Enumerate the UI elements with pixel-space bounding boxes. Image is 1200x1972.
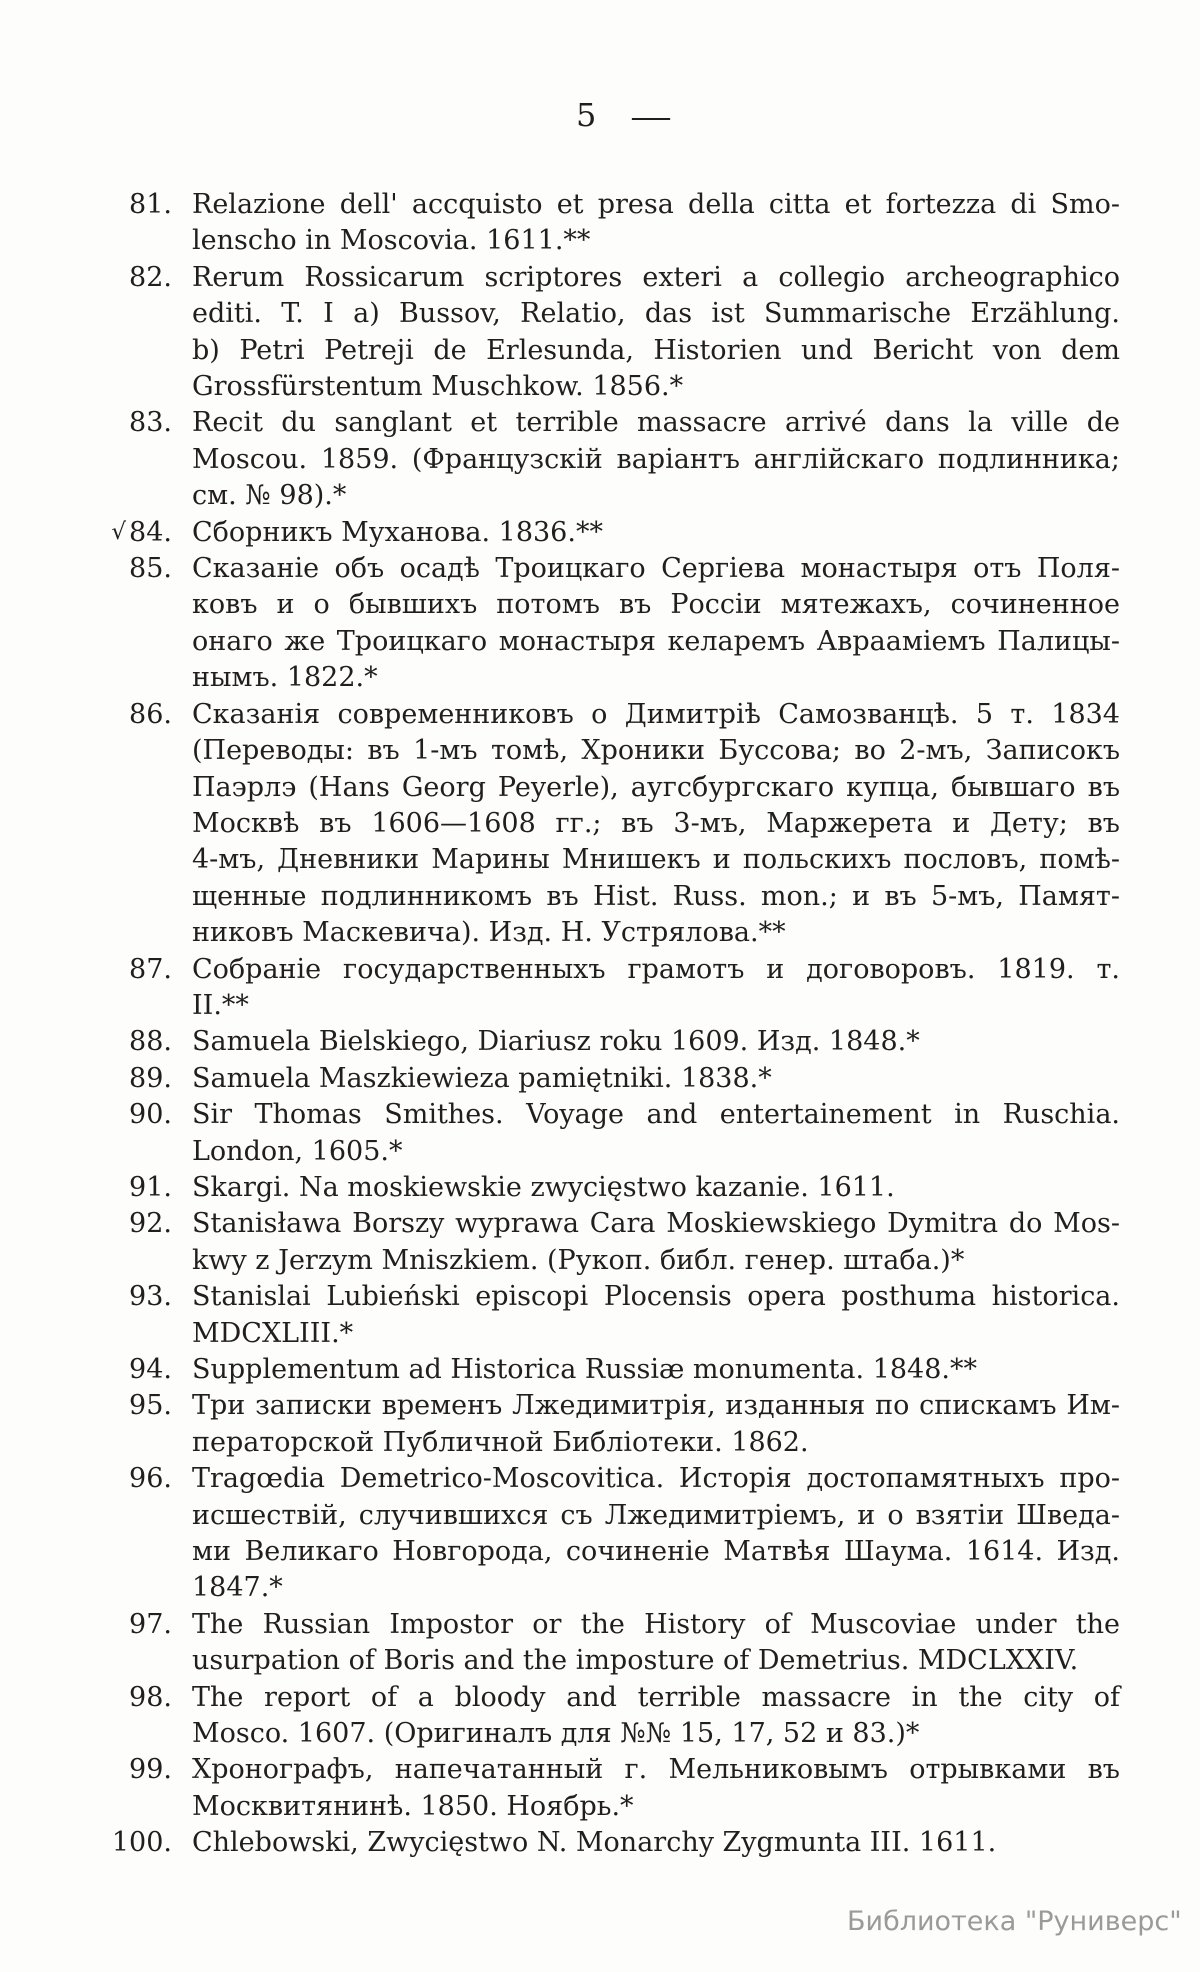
entry-line: b) Petri Petreji de Erlesunda, Historien und Bericht von dem	[192, 334, 1120, 366]
entry-number: 87.	[129, 953, 172, 985]
entry-number: 86.	[129, 698, 172, 730]
bibliography-entry	[0, 697, 1200, 952]
entry-line: II.**	[192, 989, 249, 1021]
bibliography-entry	[0, 1206, 1200, 1279]
entry-line: 4-мъ, Дневники Марины Мнишекъ и польскихъ пословъ, помѣ-	[192, 844, 1120, 876]
entry-line: Skargi. Na moskiewskie zwycięstwo kazanie. 1611.	[192, 1171, 895, 1203]
entry-number: 88.	[129, 1026, 172, 1058]
entry-number: 83.	[129, 407, 172, 439]
bibliography-entry	[0, 187, 1200, 260]
entry-line: нымъ. 1822.*	[192, 662, 378, 694]
bibliography-entry	[0, 405, 1200, 514]
entry-number: 100.	[111, 1827, 172, 1859]
entry-line: Сказанія современниковъ о Димитріѣ Самозванцѣ. 5 т. 1834	[192, 698, 1120, 730]
entry-line: Паэрлэ (Hans Georg Peyerle), аугсбургскаго купца, бывшаго въ	[192, 771, 1120, 803]
entry-number: 93.	[129, 1281, 172, 1313]
entry-line: Три записки временъ Лжедимитрія, изданныя по спискамъ Им-	[192, 1390, 1120, 1422]
entry-line: Собраніе государственныхъ грамотъ и договоровъ. 1819. т.	[192, 953, 1120, 985]
entry-number: 98.	[129, 1681, 172, 1713]
bibliography-entry	[0, 1461, 1200, 1607]
entry-number: 91.	[129, 1171, 172, 1203]
entry-number: 92.	[129, 1208, 172, 1240]
bibliography-entry	[0, 515, 1200, 551]
bibliography-entry	[0, 1279, 1200, 1352]
check-mark: √	[111, 518, 127, 545]
entry-number: 97.	[129, 1608, 172, 1640]
entry-line: Chlebowski, Zwycięstwo N. Monarchy Zygmunta III. 1611.	[192, 1827, 997, 1859]
entry-number: 82.	[129, 261, 172, 293]
bibliography-entry	[0, 1752, 1200, 1825]
entry-line: Москвѣ въ 1606—1608 гг.; въ 3-мъ, Маржерета и Дету; въ	[192, 807, 1120, 839]
entry-number: √ 84.	[111, 516, 172, 548]
bibliography-entry	[0, 260, 1200, 406]
entry-line: usurpation of Boris and the imposture of Demetrius. MDCLXXIV.	[192, 1645, 1079, 1677]
entry-line: The Russian Impostor or the History of Muscoviae under the	[192, 1608, 1120, 1640]
entry-line: (Переводы: въ 1-мъ томѣ, Хроники Буссова; во 2-мъ, Записокъ	[192, 735, 1120, 767]
bibliography-entry	[0, 551, 1200, 697]
entry-line: Samuela Maszkiewieza pamiętniki. 1838.*	[192, 1062, 772, 1094]
entry-number: 99.	[129, 1754, 172, 1786]
entry-line: Supplementum ad Historica Russiæ monumenta. 1848.**	[192, 1354, 977, 1385]
bibliography-entry	[0, 952, 1200, 1025]
entry-number: 95.	[129, 1390, 172, 1422]
bibliography-entry	[0, 1680, 1200, 1753]
entry-line: kwy z Jerzym Mniszkiem. (Рукоп. библ. генер. штаба.)*	[192, 1244, 965, 1276]
entry-line: Tragœdia Demetrico-Moscovitica. Исторія достопамятныхъ про-	[192, 1463, 1120, 1495]
entry-line: Москвитянинѣ. 1850. Ноябрь.*	[192, 1790, 634, 1822]
entry-line: ператорской Публичной Библіотеки. 1862.	[192, 1426, 809, 1458]
bibliography-entry	[0, 1352, 1200, 1388]
entry-line: Grossfürstentum Muschkow. 1856.*	[192, 371, 684, 403]
entry-line: Rerum Rossicarum scriptores exteri a collegio archeographico	[192, 261, 1120, 293]
entry-line: editi. T. I a) Bussov, Relatio, das ist Summarische Erzählung.	[192, 298, 1120, 330]
bibliography-entry	[0, 1097, 1200, 1170]
entry-line: Хронографъ, напечатанный г. Мельниковымъ отрывками въ	[192, 1754, 1120, 1786]
bibliography-entry	[0, 1607, 1200, 1680]
bibliography-entry	[0, 1388, 1200, 1461]
page-header	[576, 96, 673, 135]
entry-line: никовъ Маскевича). Изд. Н. Устрялова.**	[192, 917, 786, 949]
entry-line: онаго же Троицкаго монастыря келаремъ Аврааміемъ Палицы-	[192, 625, 1120, 657]
entry-line: Stanisława Borszy wyprawa Cara Moskiewskiego Dymitra do Mos-	[192, 1208, 1120, 1240]
entry-number: 94.	[129, 1354, 172, 1385]
entry-line: MDCXLIII.*	[192, 1317, 354, 1349]
entry-line: Recit du sanglant et terrible massacre arrivé dans la ville de	[192, 407, 1120, 439]
entry-number: 89.	[129, 1062, 172, 1094]
entry-line: Moscou. 1859. (Французскій варіантъ англійскаго подлинника;	[192, 443, 1120, 475]
entry-line: London, 1605.*	[192, 1135, 403, 1167]
page-number: 5	[576, 96, 597, 134]
bibliography-entry	[0, 1825, 1200, 1861]
header-dash: —	[630, 99, 673, 135]
bibliography-entry	[0, 1170, 1200, 1206]
bibliography-list	[0, 187, 1200, 1862]
entry-line: ковъ и о бывшихъ потомъ въ Россіи мятежахъ, сочиненное	[192, 589, 1120, 621]
entry-number: 96.	[129, 1463, 172, 1495]
bibliography-entry	[0, 1061, 1200, 1097]
entry-line: Mosco. 1607. (Оригиналъ для №№ 15, 17, 52 и 83.)*	[192, 1718, 920, 1750]
entry-line: см. № 98).*	[192, 480, 347, 512]
entry-line: Сборникъ Муханова. 1836.**	[192, 516, 603, 548]
entry-line: ми Великаго Новгорода, сочиненіе Матвѣя Шаума. 1614. Изд.	[192, 1536, 1120, 1568]
entry-line: исшествій, случившихся съ Лжедимитріемъ, и о взятіи Шведа-	[192, 1499, 1120, 1531]
entry-line: Stanislai Lubieński episcopi Plocensis opera posthuma historica.	[192, 1281, 1120, 1313]
entry-line: The report of a bloody and terrible massacre in the city of	[192, 1681, 1120, 1713]
entry-line: щенные подлинникомъ въ Hist. Russ. mon.; и въ 5-мъ, Памят-	[192, 880, 1120, 912]
entry-number: 90.	[129, 1099, 172, 1131]
entry-line: Sir Thomas Smithes. Voyage and entertainement in Ruschia.	[192, 1099, 1120, 1131]
bibliography-entry	[0, 1024, 1200, 1060]
entry-line: Relazione dell' accquisto et presa della citta et fortezza di Smo-	[192, 189, 1120, 220]
entry-line: 1847.*	[192, 1572, 283, 1604]
entry-line: lenscho in Moscovia. 1611.**	[192, 225, 591, 257]
entry-number: 81.	[129, 189, 172, 220]
entry-number: 85.	[129, 553, 172, 585]
watermark: Библиотека "Руниверс"	[847, 1906, 1182, 1937]
entry-line: Сказаніе объ осадѣ Троицкаго Сергіева монастыря отъ Поля-	[192, 553, 1120, 585]
entry-line: Samuela Bielskiego, Diariusz roku 1609. Изд. 1848.*	[192, 1026, 920, 1058]
